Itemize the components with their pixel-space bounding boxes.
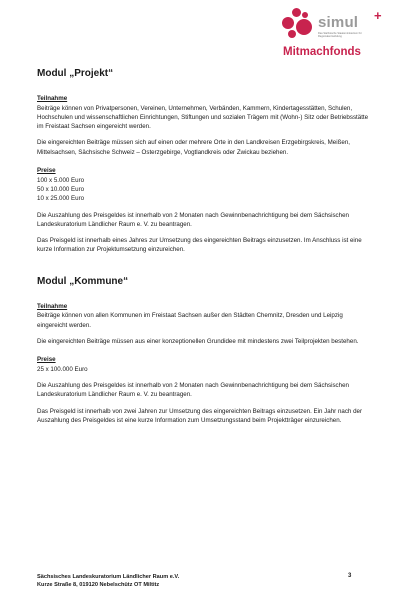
simul-logo (279, 8, 391, 62)
logo-subtitle: Mitmachfonds (283, 46, 361, 58)
usage-text: Das Preisgeld ist innerhalb eines Jahres zur Umsetzung des eingereichten Beitrags einzusetzen. Im Anschluss ist eine kurze Information zur Projektumsetzung einzureichen. (37, 237, 362, 254)
usage-text: Das Preisgeld ist innerhalb von zwei Jahren zur Umsetzung des eingereichten Beitrags einzusetzen. Ein Jahr nach der Auszahlung des Preisgeldes ist eine kurze Information zum Umsetzungsstand beim Projektträger einzureichen. (37, 407, 363, 424)
prize-item: 100 x 5.000 Euro (37, 176, 85, 184)
footer-street: Kurze Straße 8, 019120 Nebelschütz OT Miltitz (37, 582, 160, 588)
page-number: 3 (348, 573, 352, 579)
prize-list (37, 365, 373, 374)
participation-label: Teilnahme (37, 95, 68, 102)
footer-address (37, 573, 360, 589)
prize-item: 25 x 100.000 Euro (37, 365, 88, 373)
logo-tagline: Das Sächsische Staatsministerium für Regionalentwicklung (318, 32, 362, 38)
prize-list (37, 176, 373, 204)
logo-plus-icon: + (374, 8, 382, 23)
location-text: Die eingereichten Beiträge müssen sich auf einen oder mehrere Orte in den Landkreisen Erzgebirgskreis, Meißen, Mittelsachsen, Sächsische Schweiz – Osterzgebirge, Vogtlandkreis oder Zwickau beziehen. (37, 139, 350, 156)
document-body (37, 68, 373, 432)
prize-item: 50 x 10.000 Euro (37, 186, 85, 194)
logo-circles-icon (279, 8, 315, 44)
footer-org: Sächsisches Landeskuratorium Ländlicher Raum e.V. (37, 574, 180, 580)
module-projekt-title: Modul „Projekt“ (37, 68, 114, 79)
module-kommune-title: Modul „Kommune“ (37, 275, 129, 287)
participation-text: Beiträge können von Privatpersonen, Vereinen, Unternehmen, Verbänden, Kammern, Kindertagesstätten, Schulen, Hochschulen und wissenschaftlichen Einrichtungen, Stiftungen und sozialen Trägern mit (Wohn-) Sitz oder Betriebsstätte im Freistaat Sachsen eingereicht werden. (37, 104, 369, 131)
module-projekt (37, 68, 373, 255)
participation-text: Beiträge können von allen Kommunen im Freistaat Sachsen außer den Städten Chemnitz, Dresden und Leipzig eingereicht werden. (37, 312, 343, 329)
logo-wordmark: simul (318, 14, 359, 31)
concept-text: Die eingereichten Beiträge müssen aus einer konzeptionellen Grundidee mit mindestens zwei Teilprojekten bestehen. (37, 337, 359, 345)
prizes-label: Preise (37, 166, 56, 174)
prize-item: 10 x 25.000 Euro (37, 195, 85, 203)
payout-text: Die Auszahlung des Preisgeldes ist innerhalb von 2 Monaten nach Gewinnbenachrichtigung bei dem Sächsischen Landeskuratorium Ländlicher Raum e. V. zu beantragen. (37, 211, 349, 229)
participation-label: Teilnahme (37, 302, 68, 310)
payout-text: Die Auszahlung des Preisgeldes ist innerhalb von 2 Monaten nach Gewinnbenachrichtigung bei dem Sächsischen Landeskuratorium Ländlicher Raum e. V. zu beantragen. (37, 382, 349, 399)
prizes-label: Preise (37, 356, 56, 364)
module-kommune (37, 276, 373, 425)
